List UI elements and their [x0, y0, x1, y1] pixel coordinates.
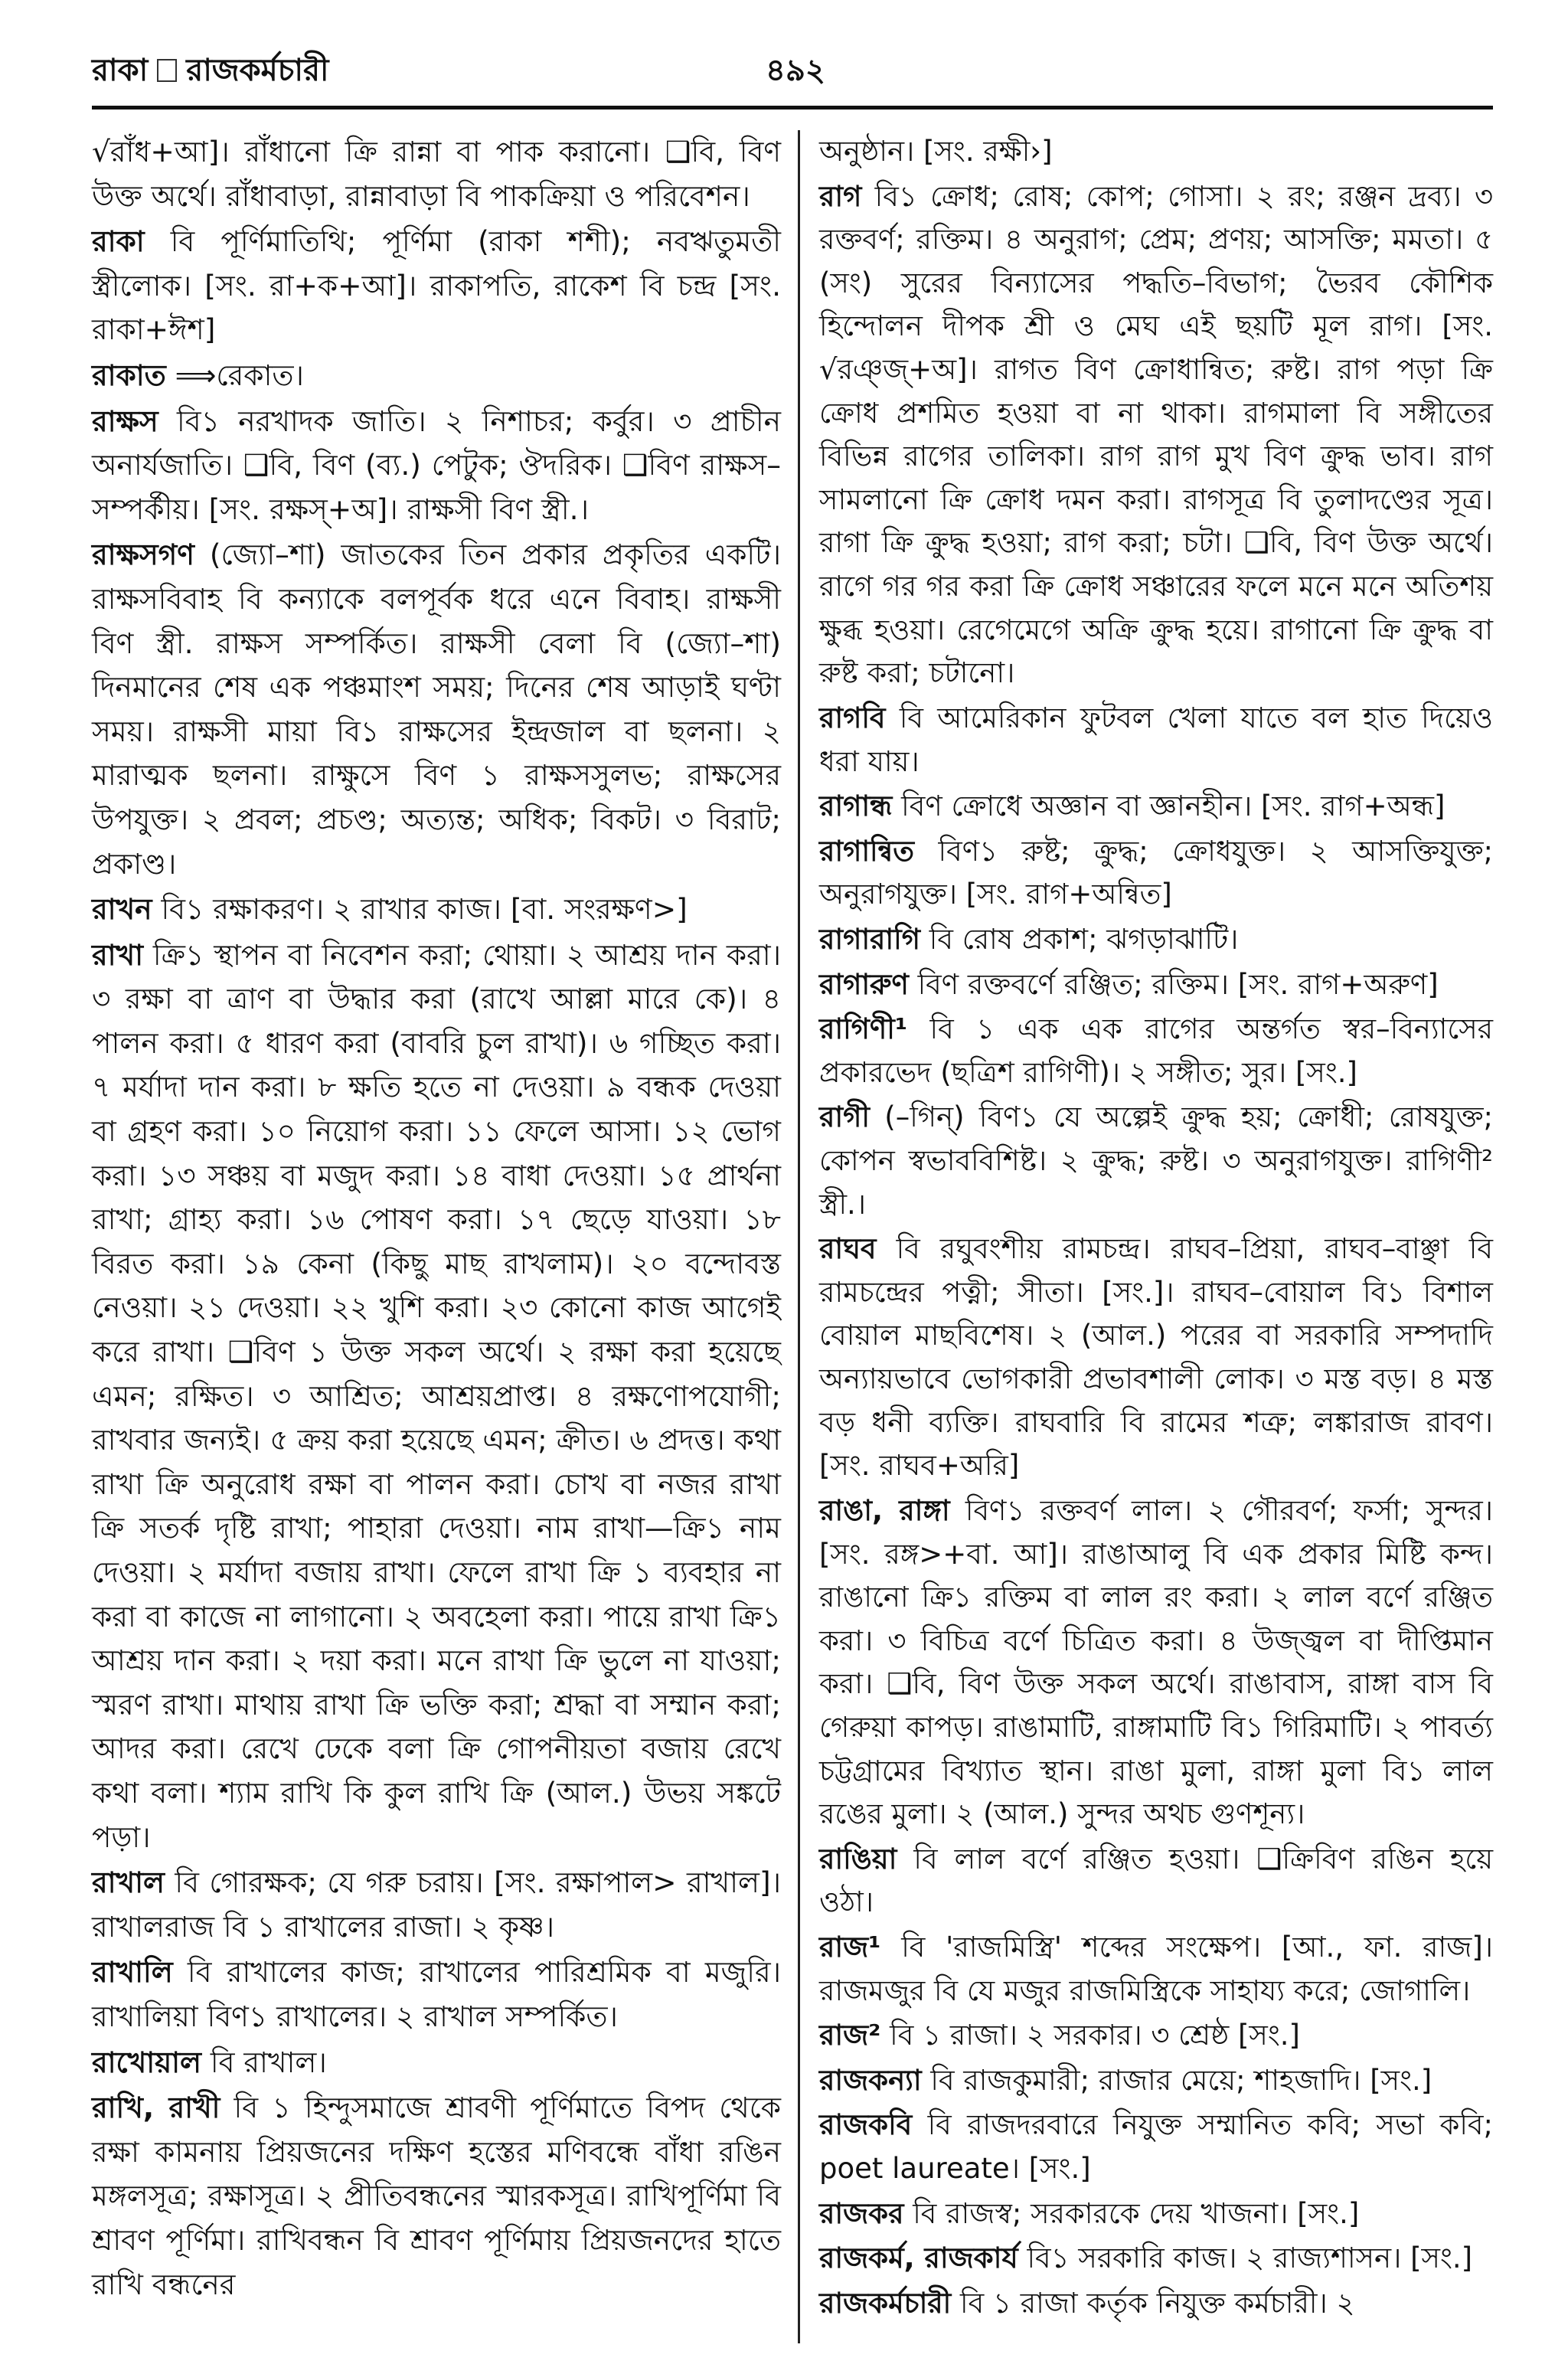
dictionary-entry — [819, 785, 1493, 829]
column-divider — [798, 130, 800, 2343]
entry-headword: রাঙা, রাঙ্গা — [819, 1493, 950, 1527]
dictionary-entry — [819, 830, 1493, 917]
dictionary-entry — [819, 2059, 1493, 2103]
entry-headword: রাগান্বিত — [819, 834, 915, 868]
dictionary-entry — [92, 354, 781, 398]
dictionary-entry — [819, 1096, 1493, 1226]
entry-headword: রাজ¹ — [819, 1930, 881, 1964]
dictionary-entry — [92, 1951, 781, 2039]
entry-headword: রাগারুণ — [819, 967, 909, 1001]
dictionary-entry — [819, 1838, 1493, 1924]
entry-headword: রাগী — [819, 1100, 870, 1134]
entry-definition: ⟹রেকাত। — [175, 358, 304, 392]
entry-definition: বি রাজকুমারী; রাজার মেয়ে; শাহজাদি। [সং.] — [930, 2063, 1432, 2097]
entry-definition: বি গোরক্ষক; যে গরু চরায়। [সং. রক্ষাপাল> রাখাল]। রাখালরাজ বি ১ রাখালের রাজা। ২ কৃষ্ণ। — [92, 1866, 782, 1944]
entry-definition: বিণ১ রক্তবর্ণ লাল। ২ গৌরবর্ণ; ফর্সা; সুন্দর। [সং. রঙ্গ>+বা. আ]। রাঙাআলু বি এক প্রকার মিষ্টি কন্দ। রাঙানো ক্রি১ রক্তিম বা লাল রং করা। ২ লাল বর্ণে রঞ্জিত করা। ৩ বিচিত্র বর্ণে চিত্রিত করা। ৪ উজ্জ্বল বা দীপ্তিমান করা। ❑বি, বিণ উক্ত সকল অর্থে। রাঙাবাস, রাঙ্গা বাস বি গেরুয়া কাপড়। রাঙামাটি, রাঙ্গামাটি বি১ গিরিমাটি। ২ পাবর্ত্য চট্টগ্রামের বিখ্যাত স্থান। রাঙা মুলা, রাঙ্গা মুলা বি১ লাল রঙের মুলা। ২ (আল.) সুন্দর অথচ গুণশূন্য। — [819, 1493, 1493, 1831]
entry-definition: বি রাজদরবারে নিযুক্ত সম্মানিত কবি; সভা কবি; poet laureate। [সং.] — [819, 2108, 1493, 2186]
separator-box-icon — [157, 59, 177, 82]
dictionary-entry — [92, 533, 781, 886]
header-rule — [92, 106, 1493, 110]
dictionary-entry — [819, 2237, 1493, 2281]
entry-definition: বি১ রক্ষাকরণ। ২ রাখার কাজ। [বা. সংরক্ষণ>] — [161, 892, 688, 927]
entry-headword: রাজকর — [819, 2196, 904, 2230]
dictionary-entry — [819, 2193, 1493, 2236]
dictionary-entry — [819, 2104, 1493, 2190]
dictionary-entry — [819, 1008, 1493, 1094]
dictionary-entry — [819, 963, 1493, 1007]
entry-definition: (জ্যো–শা) জাতকের তিন প্রকার প্রকৃতির একটি। রাক্ষসবিবাহ বি কন্যাকে বলপূর্বক ধরে এনে বিবাহ। রাক্ষসী বিণ স্ত্রী. রাক্ষস সম্পর্কিত। রাক্ষসী বেলা বি (জ্যো–শা) দিনমানের শেষ এক পঞ্চমাংশ সময়; দিনের শেষ আড়াই ঘণ্টা সময়। রাক্ষসী মায়া বি১ রাক্ষসের ইন্দ্রজাল বা ছলনা। ২ মারাত্মক ছলনা। রাক্ষুসে বিণ ১ রাক্ষসসুলভ; রাক্ষসের উপযুক্ত। ২ প্রবল; প্রচণ্ড; অত্যন্ত; অধিক; বিকট। ৩ বিরাট; প্রকাণ্ড। — [92, 538, 781, 881]
dictionary-entry — [92, 888, 781, 932]
entry-definition: বি রঘুবংশীয় রামচন্দ্র। রাঘব–প্রিয়া, রাঘব–বাঞ্ছা বি রামচন্দ্রের পত্নী; সীতা। [সং.]। রাঘব–বোয়াল বি১ বিশাল বোয়াল মাছবিশেষ। ২ (আল.) পরের বা সরকারি সম্পদাদি অন্যায়ভাবে ভোগকারী প্রভাবশালী লোক। ৩ মস্ত বড়। ৪ মস্ত বড় ধনী ব্যক্তি। রাঘবারি বি রামের শত্রু; লঙ্কারাজ রাবণ। [সং. রাঘব+অরি] — [819, 1232, 1493, 1483]
entry-headword: রাগ — [819, 179, 862, 213]
dictionary-entry — [92, 934, 781, 1859]
entry-definition: বিণ ক্রোধে অজ্ঞান বা জ্ঞানহীন। [সং. রাগ+অন্ধ] — [901, 790, 1446, 823]
dictionary-entry — [819, 697, 1493, 783]
entry-definition: বি লাল বর্ণে রঞ্জিত হওয়া। ❑ক্রিবিণ রঙিন হয়ে ওঠা। — [819, 1842, 1494, 1919]
entry-definition: বিণ রক্তবর্ণে রঞ্জিত; রক্তিম। [সং. রাগ+অরুণ] — [917, 967, 1439, 1001]
entry-definition: ক্রি১ স্থাপন বা নিবেশন করা; থোয়া। ২ আশ্রয় দান করা। ৩ রক্ষা বা ত্রাণ বা উদ্ধার করা (রাখে আল্লা মারে কে)। ৪ পালন করা। ৫ ধারণ করা (বাবরি চুল রাখা)। ৬ গচ্ছিত করা। ৭ মর্যাদা দান করা। ৮ ক্ষতি হতে না দেওয়া। ৯ বন্ধক দেওয়া বা গ্রহণ করা। ১০ নিয়োগ করা। ১১ ফেলে আসা। ১২ ভোগ করা। ১৩ সঞ্চয় বা মজুদ করা। ১৪ বাধা দেওয়া। ১৫ প্রার্থনা রাখা; গ্রাহ্য করা। ১৬ পোষণ করা। ১৭ ছেড়ে যাওয়া। ১৮ বিরত করা। ১৯ কেনা (কিছু মাছ রাখলাম)। ২০ বন্দোবস্ত নেওয়া। ২১ দেওয়া। ২২ খুশি করা। ২৩ কোনো কাজ আগেই করে রাখা। ❑বিণ ১ উক্ত সকল অর্থে। ২ রক্ষা করা হয়েছে এমন; রক্ষিত। ৩ আশ্রিত; আশ্রয়প্রাপ্ত। ৪ রক্ষণোপযোগী; রাখবার জন্যই। ৫ ক্রয় করা হয়েছে এমন; ক্রীত। ৬ প্রদত্ত। কথা রাখা ক্রি অনুরোধ রক্ষা বা পালন করা। চোখ বা নজর রাখা ক্রি সতর্ক দৃষ্টি রাখা; পাহারা দেওয়া। নাম রাখা—ক্রি১ নাম দেওয়া। ২ মর্যাদা বজায় রাখা। ফেলে রাখা ক্রি ১ ব্যবহার না করা বা কাজে না লাগানো। ২ অবহেলা করা। পায়ে রাখা ক্রি১ আশ্রয় দান করা। ২ দয়া করা। মনে রাখা ক্রি ভুলে না যাওয়া; স্মরণ রাখা। মাথায় রাখা ক্রি ভক্তি করা; শ্রদ্ধা বা সম্মান করা; আদর করা। রেখে ঢেকে বলা ক্রি গোপনীয়তা বজায় রেখে কথা বলা। শ্যাম রাখি কি কুল রাখি ক্রি (আল.) উভয় সঙ্কটে পড়া। — [92, 937, 781, 1854]
dictionary-entry — [92, 2086, 781, 2307]
dictionary-entry — [819, 1228, 1493, 1488]
entry-headword: রাগবি — [819, 701, 886, 734]
entry-headword: রাঙিয়া — [819, 1842, 897, 1875]
entry-headword: রাক্ষসগণ — [92, 538, 194, 572]
entry-definition: বি ১ রাজা কর্তৃক নিযুক্ত কর্মচারী। ২ — [960, 2286, 1355, 2320]
entry-definition: √রাঁধ+আ]। রাঁধানো ক্রি রান্না বা পাক করানো। ❑বি, বিণ উক্ত অর্থে। রাঁধাবাড়া, রান্নাবাড়া বি পাকক্রিয়া ও পরিবেশন। — [92, 135, 781, 213]
entry-definition: বি 'রাজমিস্ত্রি' শব্দের সংক্ষেপ। [আ., ফা. রাজ]। রাজমজুর বি যে মজুর রাজমিস্ত্রিকে সাহায্য করে; জোগালি। — [819, 1930, 1494, 2007]
page-number: ৪৯২ — [766, 53, 825, 88]
entry-headword: রাখন — [92, 892, 152, 927]
left-column — [92, 130, 781, 2308]
entry-headword: রাগান্ধ — [819, 790, 893, 823]
entry-definition: বি রাখালের কাজ; রাখালের পারিশ্রমিক বা মজুরি। রাখালিয়া বিণ১ রাখালের। ২ রাখাল সম্পর্কিত। — [92, 1955, 781, 2033]
entry-definition: বি রাজস্ব; সরকারকে দেয় খাজনা। [সং.] — [913, 2196, 1360, 2230]
entry-headword: রাক্ষস — [92, 404, 158, 438]
entry-headword: রাখাল — [92, 1866, 165, 1900]
dictionary-entry — [92, 1861, 781, 1949]
last-headword: রাজকর্মচারী — [186, 53, 329, 88]
dictionary-entry — [92, 400, 781, 532]
entry-headword: রাঘব — [819, 1232, 877, 1266]
running-head-left — [92, 46, 328, 97]
entry-headword: রাজকর্মচারী — [819, 2286, 952, 2320]
entry-headword: রাজকন্যা — [819, 2063, 922, 2097]
entry-definition: বি১ সরকারি কাজ। ২ রাজ্যশাসন। [সং.] — [1027, 2242, 1473, 2275]
entry-definition: বি ১ রাজা। ২ সরকার। ৩ শ্রেষ্ঠ [সং.] — [890, 2019, 1300, 2052]
entry-headword: রাকাত — [92, 358, 166, 392]
entry-definition: বি আমেরিকান ফুটবল খেলা যাতে বল হাত দিয়েও ধরা যায়। — [819, 701, 1494, 778]
entry-headword: রাখি, রাখী — [92, 2091, 220, 2125]
dictionary-entry — [819, 1926, 1493, 2013]
dictionary-entry — [819, 175, 1493, 695]
dictionary-entry — [92, 220, 781, 352]
entry-headword: রাগারাগি — [819, 922, 920, 956]
entry-definition: বি রোষ প্রকাশ; ঝগড়াঝাটি। — [929, 922, 1239, 956]
right-column — [819, 130, 1493, 2327]
entry-definition: বি১ ক্রোধ; রোষ; কোপ; গোসা। ২ রং; রঞ্জন দ্রব্য। ৩ রক্তবর্ণ; রক্তিম। ৪ অনুরাগ; প্রেম; প্রণয়; আসক্তি; মমতা। ৫ (সং) সুরের বিন্যাসের পদ্ধতি–বিভাগ; ভৈরব কৌশিক হিন্দোলন দীপক শ্রী ও মেঘ এই ছয়টি মূল রাগ। [সং. √রঞ্জ্+অ]। রাগত বিণ ক্রোধান্বিত; রুষ্ট। রাগ পড়া ক্রি ক্রোধ প্রশমিত হওয়া বা না থাকা। রাগমালা বি সঙ্গীতের বিভিন্ন রাগের তালিকা। রাগ রাগ মুখ বিণ ক্রুদ্ধ ভাব। রাগ সামলানো ক্রি ক্রোধ দমন করা। রাগসূত্র বি তুলাদণ্ডের সূত্র। রাগা ক্রি ক্রুদ্ধ হওয়া; রাগ করা; চটা। ❑বি, বিণ উক্ত অর্থে। রাগে গর গর করা ক্রি ক্রোধ সঞ্চারের ফলে মনে মনে অতিশয় ক্ষুব্ধ হওয়া। রেগেমেগে অক্রি ক্রুদ্ধ হয়ে। রাগানো ক্রি ক্রুদ্ধ বা রুষ্ট করা; চটানো। — [819, 179, 1494, 690]
dictionary-entry — [819, 918, 1493, 962]
entry-headword: রাখালি — [92, 1955, 173, 1990]
dictionary-entry — [819, 130, 1493, 174]
entry-definition: বি ১ এক এক রাগের অন্তর্গত স্বর–বিন্যাসের প্রকারভেদ (ছত্রিশ রাগিণী)। ২ সঙ্গীত; সুর। [সং.] — [819, 1012, 1493, 1089]
dictionary-entry — [92, 2041, 781, 2085]
dictionary-entry — [92, 130, 781, 218]
entry-headword: রাখা — [92, 937, 144, 972]
dictionary-entry — [819, 2014, 1493, 2058]
entry-definition: (–গিন্) বিণ১ যে অল্পেই ক্রুদ্ধ হয়; ক্রোধী; রোষযুক্ত; কোপন স্বভাববিশিষ্ট। ২ ক্রুদ্ধ; রুষ্ট। ৩ অনুরাগযুক্ত। রাগিণী² স্ত্রী.। — [819, 1100, 1493, 1221]
entry-definition: অনুষ্ঠান। [সং. রক্ষী›] — [819, 135, 1053, 168]
entry-definition: বি পূর্ণিমাতিথি; পূর্ণিমা (রাকা শশী); নবঋতুমতী স্ত্রীলোক। [সং. রা+ক+আ]। রাকাপতি, রাকেশ বি চন্দ্র [সং. রাকা+ঈশ] — [92, 224, 782, 347]
entry-definition: বিণ১ রুষ্ট; ক্রুদ্ধ; ক্রোধযুক্ত। ২ আসক্তিযুক্ত; অনুরাগযুক্ত। [সং. রাগ+অন্বিত] — [819, 834, 1493, 911]
entry-headword: রাজকর্ম, রাজকার্য — [819, 2242, 1018, 2275]
dictionary-entry — [819, 2282, 1493, 2326]
dictionary-entry — [819, 1489, 1493, 1836]
entry-definition: বি১ নরখাদক জাতি। ২ নিশাচর; কর্বুর। ৩ প্রাচীন অনার্যজাতি। ❑বি, বিণ (ব্য.) পেটুক; ঔদরিক। ❑বিণ রাক্ষস–সম্পর্কীয়। [সং. রক্ষস্+অ]। রাক্ষসী বিণ স্ত্রী.। — [92, 404, 781, 526]
page-header — [92, 46, 1493, 92]
entry-headword: রাখোয়াল — [92, 2045, 201, 2079]
first-headword: রাকা — [92, 53, 149, 88]
entry-headword: রাজ² — [819, 2019, 881, 2052]
entry-headword: রাগিণী¹ — [819, 1012, 908, 1046]
entry-headword: রাজকবি — [819, 2108, 913, 2142]
entry-headword: রাকা — [92, 224, 145, 259]
entry-definition: বি রাখাল। — [210, 2045, 327, 2079]
entry-definition: বি ১ হিন্দুসমাজে শ্রাবণী পূর্ণিমাতে বিপদ থেকে রক্ষা কামনায় প্রিয়জনের দক্ষিণ হস্তের মণিবন্ধে বাঁধা রঙিন মঙ্গলসূত্র; রক্ষাসূত্র। ২ প্রীতিবন্ধনের স্মারকসূত্র। রাখিপূর্ণিমা বি শ্রাবণ পূর্ণিমা। রাখিবন্ধন বি শ্রাবণ পূর্ণিমায় প্রিয়জনদের হাতে রাখি বন্ধনের — [92, 2091, 782, 2301]
